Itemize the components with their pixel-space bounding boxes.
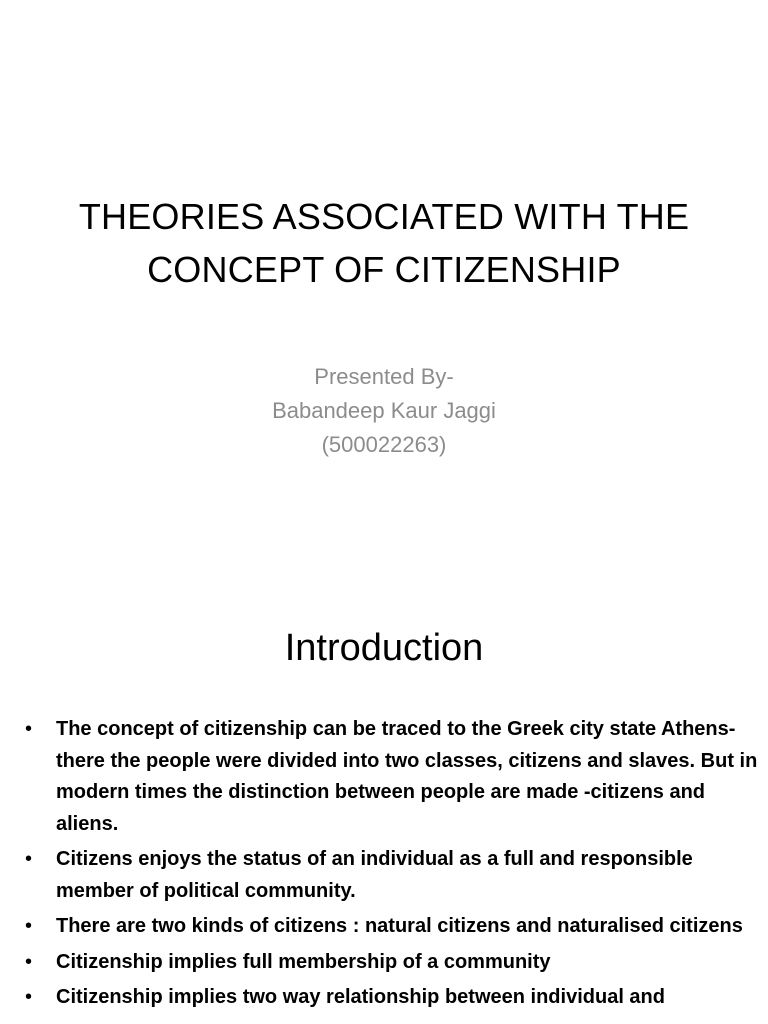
bullet-icon: •	[25, 915, 33, 937]
introduction-slide	[0, 576, 768, 1024]
list-item	[0, 714, 768, 840]
list-item	[0, 844, 768, 907]
presenter-info	[120, 360, 648, 462]
presenter-name: Babandeep Kaur Jaggi	[272, 398, 496, 423]
bullet-text: Citizenship implies full membership of a community	[56, 950, 551, 973]
bullet-icon: •	[25, 848, 33, 870]
bullet-icon: •	[25, 718, 33, 740]
title-line-1: THEORIES ASSOCIATED WITH THE	[78, 196, 690, 237]
presentation-title	[40, 190, 728, 296]
bullet-text: Citizenship implies two way relationship between individual and	[56, 986, 665, 1008]
list-item	[0, 947, 768, 979]
list-item	[0, 911, 768, 943]
bullet-list	[0, 714, 768, 1018]
bullet-text: Citizens enjoys the status of an individual as a full and responsible member of political community.	[56, 848, 693, 902]
bullet-text: There are two kinds of citizens : natural citizens and naturalised citizens	[56, 915, 743, 937]
bullet-icon: •	[25, 950, 33, 973]
slide-heading: Introduction	[284, 627, 484, 669]
list-item	[0, 982, 768, 1014]
presenter-id: (500022263)	[321, 432, 447, 457]
title-line-2: CONCEPT OF CITIZENSHIP	[147, 249, 621, 290]
presented-by-label: Presented By-	[314, 364, 454, 389]
bullet-icon: •	[25, 986, 33, 1008]
bullet-text: The concept of citizenship can be traced to the Greek city state Athens- there the people were divided into two classes, citizens and slaves. But in modern times the distinction between people are made -citizens and aliens.	[56, 718, 758, 835]
